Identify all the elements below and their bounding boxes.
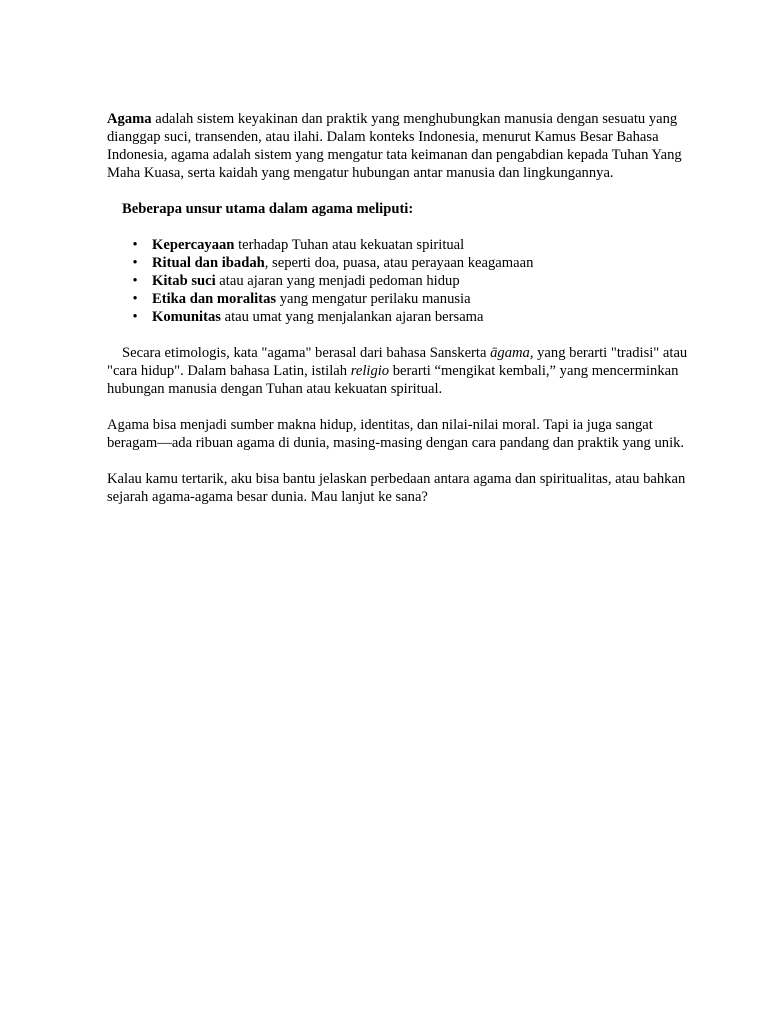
unsur-list [107,236,699,326]
list-item-bold: Komunitas [152,309,221,325]
list-item-text: terhadap Tuhan atau kekuatan spiritual [234,237,465,253]
makna-paragraph: Agama bisa menjadi sumber makna hidup, identitas, dan nilai-nilai moral. Tapi ia juga sangat beragam—ada ribuan agama di dunia, masing-masing dengan cara pandang dan praktik yang unik. [107,417,685,451]
list-item-bold: Etika dan moralitas [152,291,277,307]
closing-paragraph: Kalau kamu tertarik, aku bisa bantu jelaskan perbedaan antara agama dan spiritualitas, atau bahkan sejarah agama-agama besar dunia. Mau lanjut ke sana? [107,471,686,505]
etymology-text-2: , yang berarti "tradisi" atau "cara hidup". Dalam bahasa Latin, istilah [107,345,688,379]
list-heading: Beberapa unsur utama dalam agama meliputi: [122,201,414,217]
list-item-bold: Ritual dan ibadah [152,255,265,271]
etymology-text-1: Secara etimologis, kata "agama" berasal dari bahasa Sanskerta [122,345,491,361]
bullet-icon: • [132,309,138,325]
list-item [132,272,699,290]
etymology-text-3: berarti “mengikat kembali,” yang mencerminkan hubungan manusia dengan Tuhan atau kekuatan spiritual. [107,363,679,397]
bullet-icon: • [132,237,138,253]
bullet-icon: • [132,255,138,271]
list-item-text: atau umat yang menjalankan ajaran bersama [220,309,484,325]
list-item-text: yang mengatur perilaku manusia [276,291,471,307]
intro-text: adalah sistem keyakinan dan praktik yang menghubungkan manusia dengan sesuatu yang dianggap suci, transenden, atau ilahi. Dalam konteks Indonesia, menurut Kamus Besar Bahasa Indonesia, agama adalah sistem yang mengatur tata keimanan dan pengabdian kepada Tuhan Yang Maha Kuasa, serta kaidah yang mengatur hubungan antar manusia dan lingkungannya. [107,111,682,181]
bullet-icon: • [132,273,138,289]
list-item-bold: Kepercayaan [152,237,235,253]
list-item [132,308,699,326]
list-item [132,236,699,254]
list-item [132,254,699,272]
list-item-bold: Kitab suci [152,273,216,289]
list-item-text: , seperti doa, puasa, atau perayaan keagamaan [264,255,534,271]
etymology-term-agama: āgama [490,345,530,361]
etymology-term-religio: religio [350,363,390,379]
intro-paragraph [107,110,699,182]
bullet-icon: • [132,291,138,307]
intro-term: Agama [107,111,152,127]
etymology-paragraph [107,344,699,398]
document-page [107,110,699,506]
list-item [132,290,699,308]
list-item-text: atau ajaran yang menjadi pedoman hidup [215,273,460,289]
